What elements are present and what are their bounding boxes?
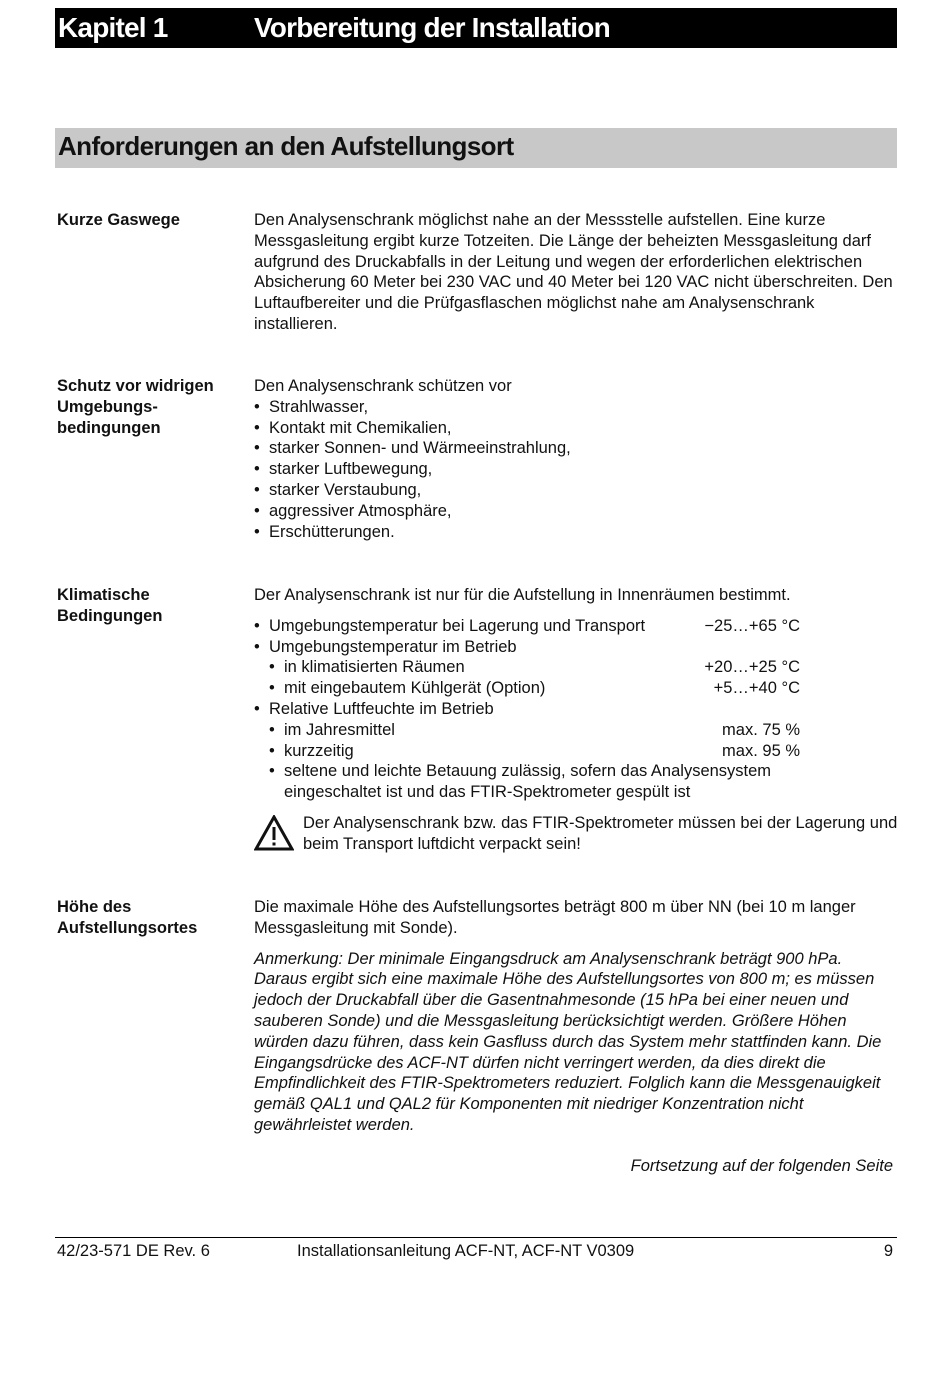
spec-label: mit eingebautem Kühlgerät (Option) [284, 679, 546, 698]
footer-divider [55, 1237, 897, 1238]
spec-value: +20…+25 °C [704, 658, 800, 677]
list-item: • Kontakt mit Chemikalien, [254, 418, 899, 439]
spec-value: max. 75 % [722, 720, 800, 739]
label-schutz [57, 376, 242, 439]
list-item: • Strahlwasser, [254, 397, 899, 418]
spec-label: Umgebungstemperatur im Betrieb [269, 637, 517, 656]
spec-row [254, 741, 800, 762]
spec-label: kurzzeitig [284, 741, 354, 760]
label-hoehe-line2: Aufstellungsortes [57, 919, 198, 937]
section-header [55, 128, 897, 168]
label-schutz-line2: Umgebungs- [57, 398, 158, 416]
spec-row [254, 616, 800, 637]
klima-intro: Der Analysenschrank ist nur für die Aufstellung in Innenräumen bestimmt. [254, 586, 791, 604]
schutz-intro: Den Analysenschrank schützen vor [254, 377, 512, 395]
block-hoehe [254, 897, 899, 1136]
spec-row [254, 720, 800, 741]
chapter-header [55, 8, 897, 48]
footer-page-number: 9 [883, 1242, 893, 1260]
spec-value: +5…+40 °C [713, 679, 800, 698]
warning-text: Der Analysenschrank bzw. das FTIR-Spektrometer müssen bei der Lagerung und beim Transport luftdicht verpackt sein! [303, 814, 898, 853]
label-schutz-line3: bedingungen [57, 419, 161, 437]
block-schutz [254, 376, 899, 542]
label-gaswege: Kurze Gaswege [57, 211, 180, 229]
spec-label: Umgebungstemperatur bei Lagerung und Transport [269, 616, 646, 635]
list-item: • Erschütterungen. [254, 522, 899, 543]
spec-row [254, 678, 800, 699]
spec-label: in klimatisierten Räumen [284, 658, 465, 677]
footer-doc-number: 42/23-571 DE Rev. 6 [57, 1242, 210, 1260]
spec-row [254, 637, 800, 658]
spec-label: Relative Luftfeuchte im Betrieb [269, 699, 494, 718]
label-hoehe-line1: Höhe des [57, 898, 132, 916]
block-gaswege [254, 210, 899, 335]
continued-note: Fortsetzung auf der folgenden Seite [630, 1157, 893, 1175]
list-item: • starker Verstaubung, [254, 480, 899, 501]
spec-label: im Jahresmittel [284, 720, 395, 739]
label-klima-line2: Bedingungen [57, 607, 163, 625]
spec-row [254, 699, 800, 720]
label-klima-line1: Klimatische [57, 586, 150, 604]
list-item: • starker Luftbewegung, [254, 459, 899, 480]
chapter-number: Kapitel 1 [58, 12, 168, 43]
label-schutz-line1: Schutz vor widrigen [57, 377, 214, 395]
block-klima [254, 585, 899, 803]
chapter-title: Vorbereitung der Installation [254, 12, 610, 43]
warning-icon [254, 815, 294, 851]
label-hoehe [57, 897, 242, 939]
spec-row [254, 761, 800, 803]
hoehe-note: Anmerkung: Der minimale Eingangsdruck am Analysenschrank beträgt 900 hPa. Daraus ergibt sich eine maximale Höhe des Aufstellungsortes von 800 m; es müssen jedoch der Druckabfall über die Gasentnahmesonde (15 hPa bei einer neuen und sauberen Sonde) und die Messgasleitung berücksichtigt werden. Größere Höhen würden dazu führen, dass kein Gasfluss durch das System mehr stattfinden kann. Die Eingangsdrücke des ACF-NT dürfen nicht verringert werden, da dies direkt die Empfindlichkeit des FTIR-Spektrometers reduziert. Folglich kann die Messgenauigkeit gemäß QAL1 und QAL2 für Komponenten mit niedriger Konzentration nicht gewährleistet werden. [254, 949, 882, 1134]
hoehe-text: Die maximale Höhe des Aufstellungsortes beträgt 800 m über NN (bei 10 m langer Messgasleitung mit Sonde). [254, 898, 856, 937]
list-item: • starker Sonnen- und Wärmeeinstrahlung, [254, 438, 899, 459]
schutz-list [254, 397, 899, 543]
footer-doc-title: Installationsanleitung ACF-NT, ACF-NT V0309 [297, 1242, 635, 1260]
spec-value: max. 95 % [722, 741, 800, 760]
spec-row [254, 657, 800, 678]
label-klima [57, 585, 242, 627]
list-item: • aggressiver Atmosphäre, [254, 501, 899, 522]
section-title: Anforderungen an den Aufstellungsort [58, 131, 514, 161]
spec-label: seltene und leichte Betauung zulässig, sofern das Analysensystem eingeschaltet ist und das FTIR-Spektrometer gespült ist [284, 762, 772, 802]
gaswege-text: Den Analysenschrank möglichst nahe an der Messstelle aufstellen. Eine kurze Messgasleitung ergibt kurze Totzeiten. Die Länge der beheizten Messgasleitung darf aufgrund des Druckabfalls in der Leitung und wegen der erforderlichen elektrischen Absicherung 60 Meter bei 230 VAC und 40 Meter bei 120 VAC nicht überschreiten. Den Luftaufbereiter und die Prüfgasflaschen möglichst nahe am Analysenschrank installieren. [254, 211, 893, 333]
spec-value: −25…+65 °C [704, 616, 800, 635]
